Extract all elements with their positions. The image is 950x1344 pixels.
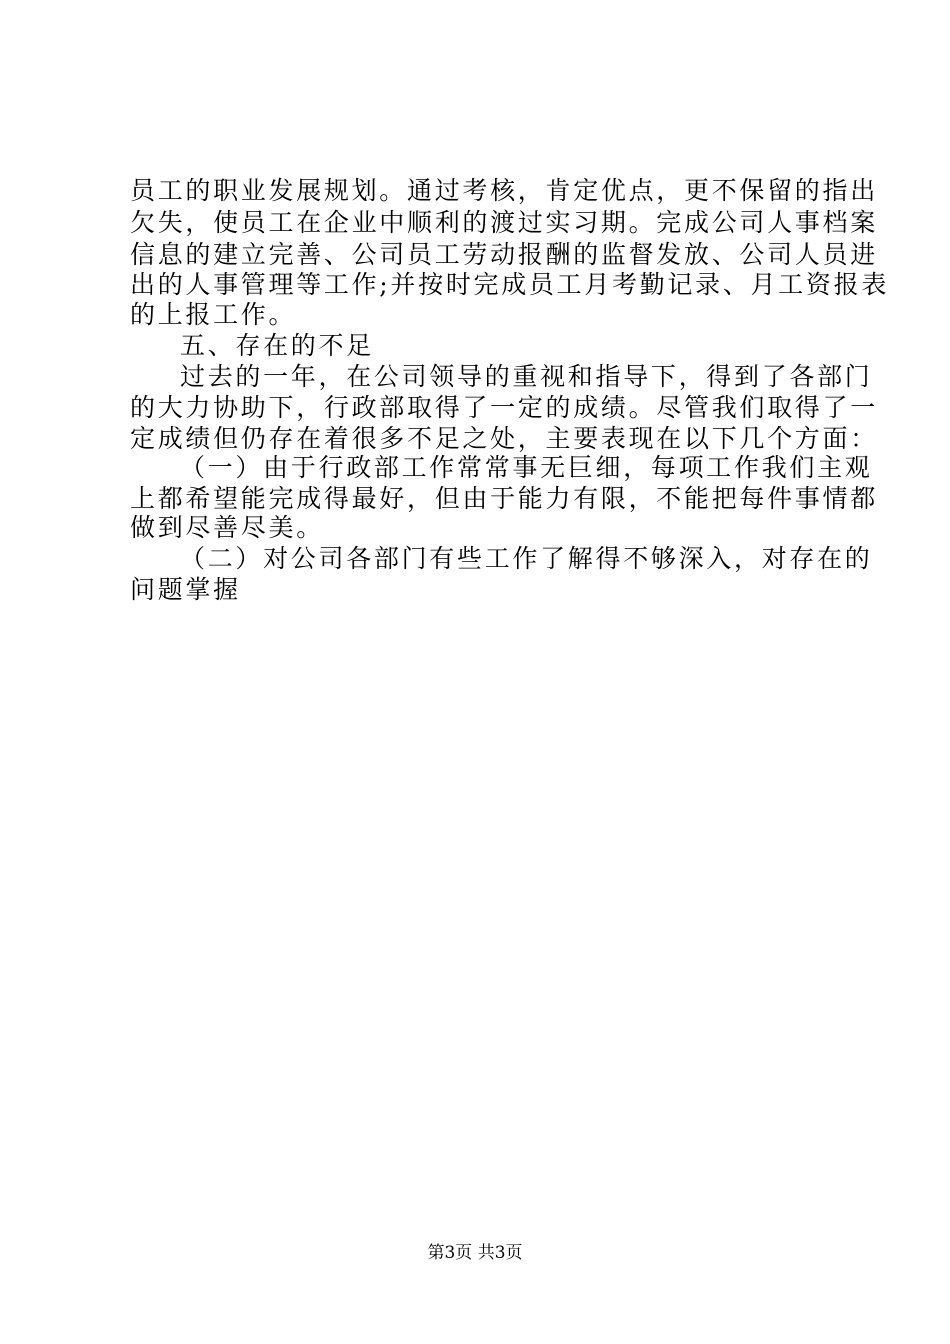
section-heading: 五、存在的不足	[180, 331, 374, 360]
page-footer: 第3页 共3页	[427, 1243, 523, 1263]
paragraph-line: 的大力协助下，行政部取得了一定的成绩。尽管我们取得了一	[130, 393, 878, 422]
paragraph-line: 过去的一年，在公司领导的重视和指导下，得到了各部门	[180, 362, 873, 391]
paragraph-line: 上都希望能完成得最好，但由于能力有限，不能把每件事情都	[130, 484, 878, 513]
paragraph-line: （一）由于行政部工作常常事无巨细，每项工作我们主观	[180, 453, 873, 482]
paragraph-line: 做到尽善尽美。	[130, 513, 324, 542]
paragraph-line: 问题掌握	[130, 575, 241, 604]
paragraph-line: 欠失，使员工在企业中顺利的渡过实习期。完成公司人事档案	[130, 208, 878, 237]
paragraph-line: 的上报工作。	[130, 300, 297, 329]
paragraph-line: 出的人事管理等工作;并按时完成员工月考勤记录、月工资报表	[130, 270, 890, 299]
paragraph-line: （二）对公司各部门有些工作了解得不够深入，对存在的	[180, 544, 873, 573]
paragraph-line: 定成绩但仍存在着很多不足之处，主要表现在以下几个方面：	[130, 424, 878, 453]
paragraph-line: 员工的职业发展规划。通过考核，肯定优点，更不保留的指出	[130, 176, 878, 205]
paragraph-line: 信息的建立完善、公司员工劳动报酬的监督发放、公司人员进	[130, 240, 878, 269]
